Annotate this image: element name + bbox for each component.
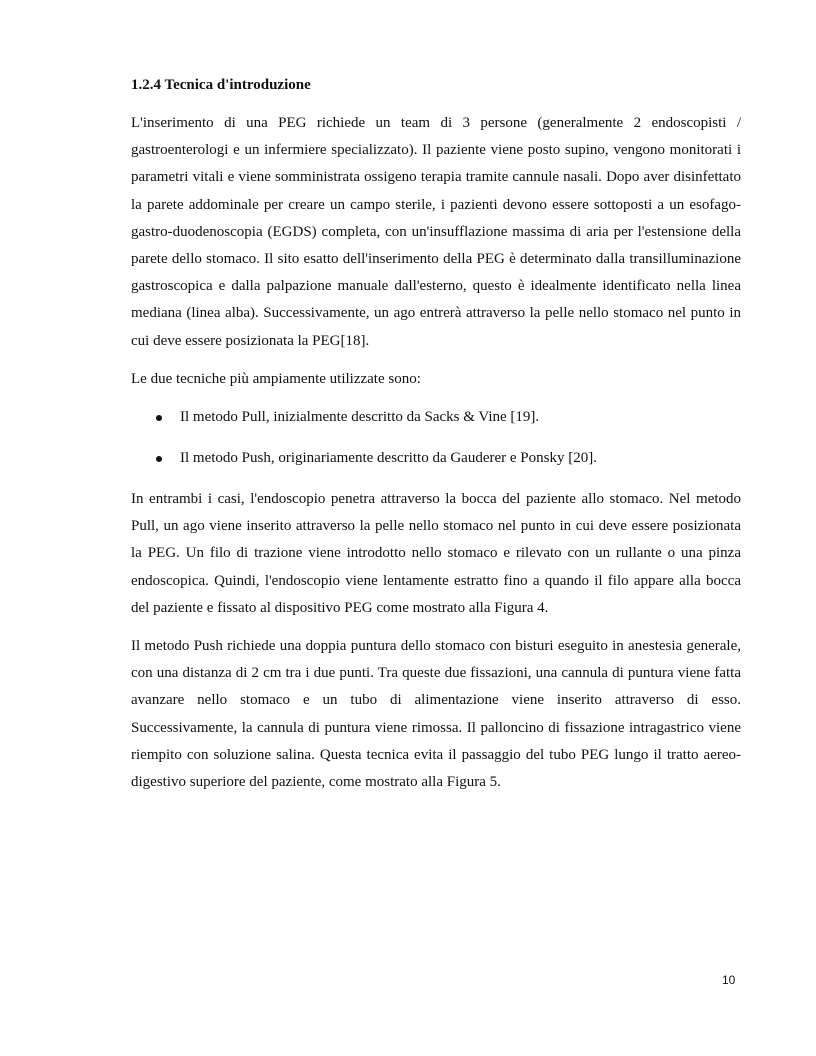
page-content — [131, 72, 741, 807]
list-item-text: Il metodo Push, originariamente descritto da Gauderer e Ponsky [20]. — [180, 450, 597, 467]
bullet-icon — [156, 456, 162, 462]
list-item — [131, 404, 741, 431]
paragraph-pull-method: In entrambi i casi, l'endoscopio penetra attraverso la bocca del paziente allo stomaco. Nel metodo Pull, un ago viene inserito attraverso la pelle nello stomaco nel punto in cui deve essere posizionata la PEG. Un filo di trazione viene introdotto nello stomaco e rilevato con un rullante o una pinza endoscopica. Quindi, l'endoscopio viene lentamente estratto fino a quando il filo appare alla bocca del paziente e fissato al dispositivo PEG come mostrato alla Figura 4. — [131, 491, 741, 616]
section-heading: 1.2.4 Tecnica d'introduzione — [131, 77, 311, 93]
paragraph-techniques-intro: Le due tecniche più ampiamente utilizzate sono: — [131, 370, 421, 387]
paragraph-introduction: L'inserimento di una PEG richiede un team di 3 persone (generalmente 2 endoscopisti / gastroenterologi e un infermiere specializzato). Il paziente viene posto supino, vengono monitorati i parametri vitali e viene somministrata ossigeno terapia tramite cannule nasali. Dopo aver disinfettato la parete addominale per creare un campo sterile, i pazienti devono essere sottoposti a un esofago-gastro-duodenoscopia (EGDS) completa, con un'insufflazione massima di aria per l'estensione della parete dello stomaco. Il sito esatto dell'inserimento della PEG è determinato dalla transilluminazione gastroscopica e dalla palpazione manuale dall'esterno, questo è idealmente identificato nella linea mediana (linea alba). Successivamente, un ago entrerà attraverso la pelle nello stomaco nel punto in cui deve essere posizionata la PEG[18]. — [131, 115, 741, 349]
techniques-list — [131, 404, 741, 472]
bullet-icon — [156, 415, 162, 421]
page-number: 10 — [722, 973, 736, 987]
list-item-text: Il metodo Pull, inizialmente descritto da Sacks & Vine [19]. — [180, 409, 540, 426]
paragraph-push-method: Il metodo Push richiede una doppia puntura dello stomaco con bisturi eseguito in anestesia generale, con una distanza di 2 cm tra i due punti. Tra queste due fissazioni, una cannula di puntura viene fatta avanzare nello stomaco e un tubo di alimentazione viene inserito attraverso di esso. Successivamente, la cannula di puntura viene rimossa. Il palloncino di fissazione intragastrico viene riempito con soluzione salina. Questa tecnica evita il passaggio del tubo PEG lungo il tratto aereo-digestivo superiore del paziente, come mostrato alla Figura 5. — [131, 638, 741, 791]
list-item — [131, 445, 741, 472]
